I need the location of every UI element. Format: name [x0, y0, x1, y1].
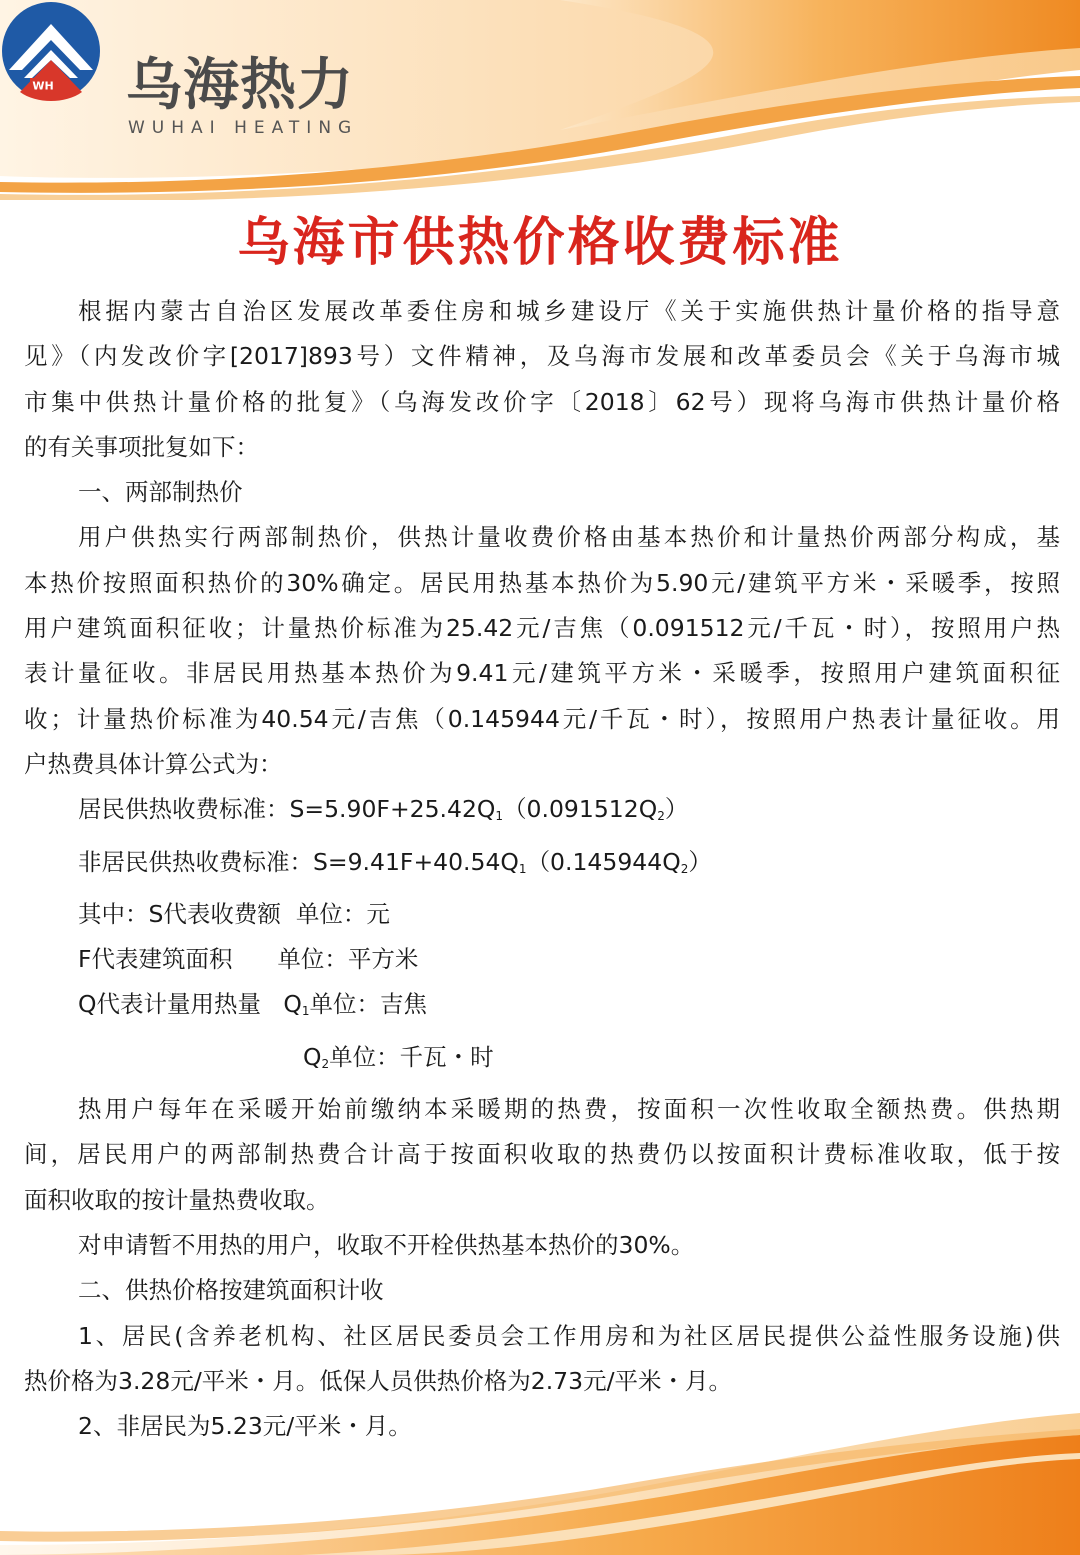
company-logo [0, 0, 102, 102]
header-banner [0, 0, 1080, 200]
brand-name-en: WUHAI HEATING [128, 118, 359, 138]
footer-banner [0, 1395, 1080, 1555]
formula-residential [24, 787, 1060, 839]
definition-f: F代表建筑面积 单位：平方米 [78, 945, 419, 974]
definition-text: Q [303, 1042, 322, 1071]
paragraph-two-part-line-6: 户热费具体计算公式为： [24, 749, 283, 778]
formula-text: 居民供热收费标准：S=5.90F+25.42Q [78, 795, 496, 824]
subscript: 2 [680, 861, 689, 876]
definition-q2 [24, 1035, 1060, 1087]
section-heading-2: 二、供热价格按建筑面积计收 [78, 1276, 384, 1305]
subscript: 2 [657, 809, 665, 824]
paragraph-two-part-line-1: 用户供热实行两部制热价，供热计量收费价格由基本热价和计量热价两部分构成，基 [78, 523, 1060, 552]
subscript: 1 [301, 1004, 310, 1019]
formula-text: 非居民供热收费标准：S=9.41F+40.54Q [78, 847, 519, 876]
definition-text: 单位：吉焦 [309, 990, 428, 1019]
paragraph-intro-line-1: 根据内蒙古自治区发展改革委住房和城乡建设厅《关于实施供热计量价格的指导意 [78, 297, 1060, 325]
paragraph-payment-line-1: 热用户每年在采暖开始前缴纳本采暖期的热费，按面积一次性收取全额热费。供热期 [78, 1095, 1060, 1124]
document-title: 乌海市供热价格收费标准 [237, 212, 843, 273]
paragraph-suspension: 对申请暂不用热的用户，收取不开栓供热基本热价的30%。 [78, 1230, 695, 1259]
paragraph-non-residential-price: 2、非居民为5.23元/平米・月。 [78, 1412, 412, 1441]
paragraph-payment-line-2: 间，居民用户的两部制热费合计高于按面积收取的热费仍以按面积计费标准收取，低于按 [24, 1140, 1060, 1169]
logo-letters: WH [32, 79, 54, 93]
formula-text: （0.145944Q [526, 847, 681, 876]
subscript: 2 [321, 1056, 330, 1071]
footer-wave-decoration [0, 1395, 1080, 1555]
formula-text: ） [664, 795, 689, 824]
paragraph-residential-price-line-1: 1、居民(含养老机构、社区居民委员会工作用房和为社区居民提供公益性服务设施)供 [78, 1321, 1060, 1350]
definition-text: 单位：千瓦・时 [329, 1042, 494, 1071]
definition-s: 其中：S代表收费额 单位：元 [78, 899, 390, 928]
paragraph-intro-line-2: 见》（内发改价字[2017]893号）文件精神，及乌海市发展和改革委员会《关于乌海市城 [24, 342, 1060, 371]
paragraph-two-part-line-3: 用户建筑面积征收；计量热价标准为25.42元/吉焦（0.091512元/千瓦・时），按照用户热 [24, 614, 1060, 643]
paragraph-two-part-line-4: 表计量征收。非居民用热基本热价为9.41元/建筑平方米・采暖季，按照用户建筑面积征 [24, 659, 1060, 688]
brand-name-cn: 乌海热力 [126, 53, 354, 118]
section-heading-1: 一、两部制热价 [78, 478, 243, 507]
paragraph-intro-line-3: 市集中供热计量价格的批复》（乌海发改价字〔2018〕62号）现将乌海市供热计量价格 [24, 387, 1060, 416]
paragraph-payment-line-3: 面积收取的按计量热费收取。 [24, 1185, 330, 1214]
formula-non-residential [24, 840, 1060, 892]
subscript: 1 [518, 861, 527, 876]
paragraph-residential-price-line-2: 热价格为3.28元/平米・月。低保人员供热价格为2.73元/平米・月。 [24, 1366, 732, 1395]
formula-text: （0.091512Q [503, 795, 658, 824]
paragraph-two-part-line-5: 收；计量热价标准为40.54元/吉焦（0.145944元/千瓦・时），按照用户热表计量征收。用 [24, 704, 1060, 733]
definition-q [24, 982, 1060, 1034]
subscript: 1 [495, 809, 504, 824]
paragraph-intro-line-4: 的有关事项批复如下： [24, 432, 259, 461]
paragraph-two-part-line-2: 本热价按照面积热价的30%确定。居民用热基本热价为5.90元/建筑平方米・采暖季，按照 [24, 568, 1060, 597]
document-body [24, 289, 1060, 1449]
formula-text: ） [688, 847, 712, 876]
definition-text: Q代表计量用热量 Q [78, 990, 302, 1019]
